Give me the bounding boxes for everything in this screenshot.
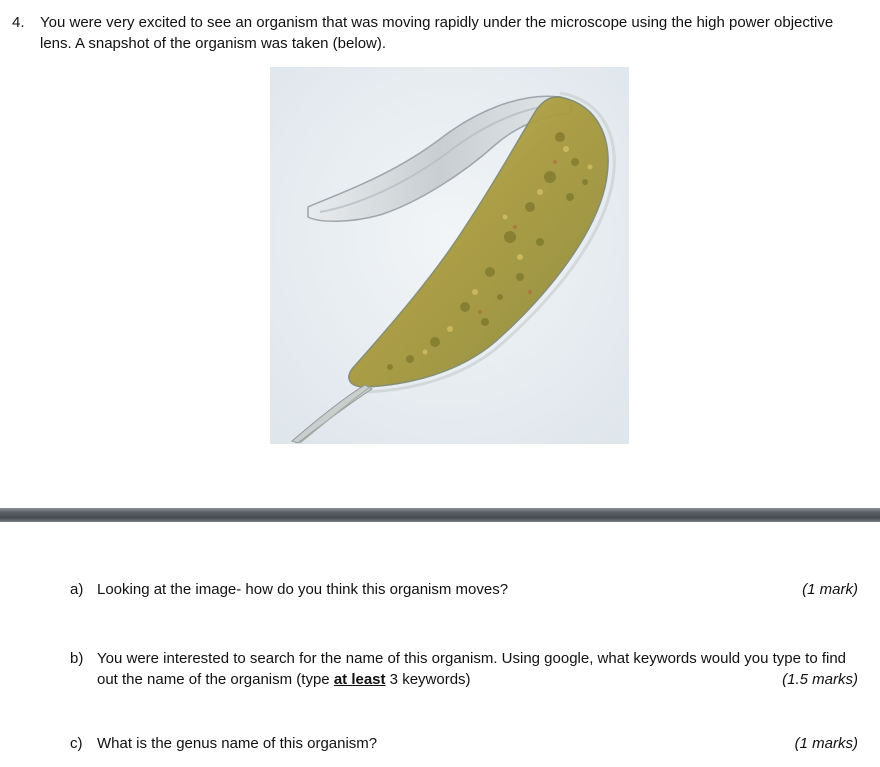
question-4: [12, 12, 842, 54]
part-b-letter: b): [70, 650, 84, 667]
part-b-text-before: You were interested to search for the name of this organism. Using google, what keywords would you type to find out the name of the organism (type: [97, 650, 847, 688]
part-b-emphasis: at least: [333, 671, 386, 688]
part-b-marks: (1.5 marks): [782, 671, 858, 688]
part-c-text: What is the genus name of this organism?: [97, 735, 378, 752]
part-a: [70, 579, 858, 600]
part-c-marks: (1 marks): [794, 735, 858, 752]
question-number: 4.: [12, 14, 25, 31]
part-c-letter: c): [70, 735, 83, 752]
part-a-text: Looking at the image- how do you think this organism moves?: [97, 581, 509, 598]
part-a-letter: a): [70, 581, 84, 598]
part-b-text-after: 3 keywords): [385, 671, 471, 688]
part-c: [70, 733, 858, 754]
organism-micrograph: [270, 67, 629, 444]
section-divider: [0, 508, 880, 522]
organism-illustration: [270, 67, 629, 444]
question-text: You were very excited to see an organism that was moving rapidly under the microscope using the high power objective lens. A snapshot of the organism was taken (below).: [40, 14, 834, 52]
part-a-marks: (1 mark): [802, 581, 858, 598]
part-b: [70, 648, 858, 690]
part-b-text: [97, 648, 857, 690]
